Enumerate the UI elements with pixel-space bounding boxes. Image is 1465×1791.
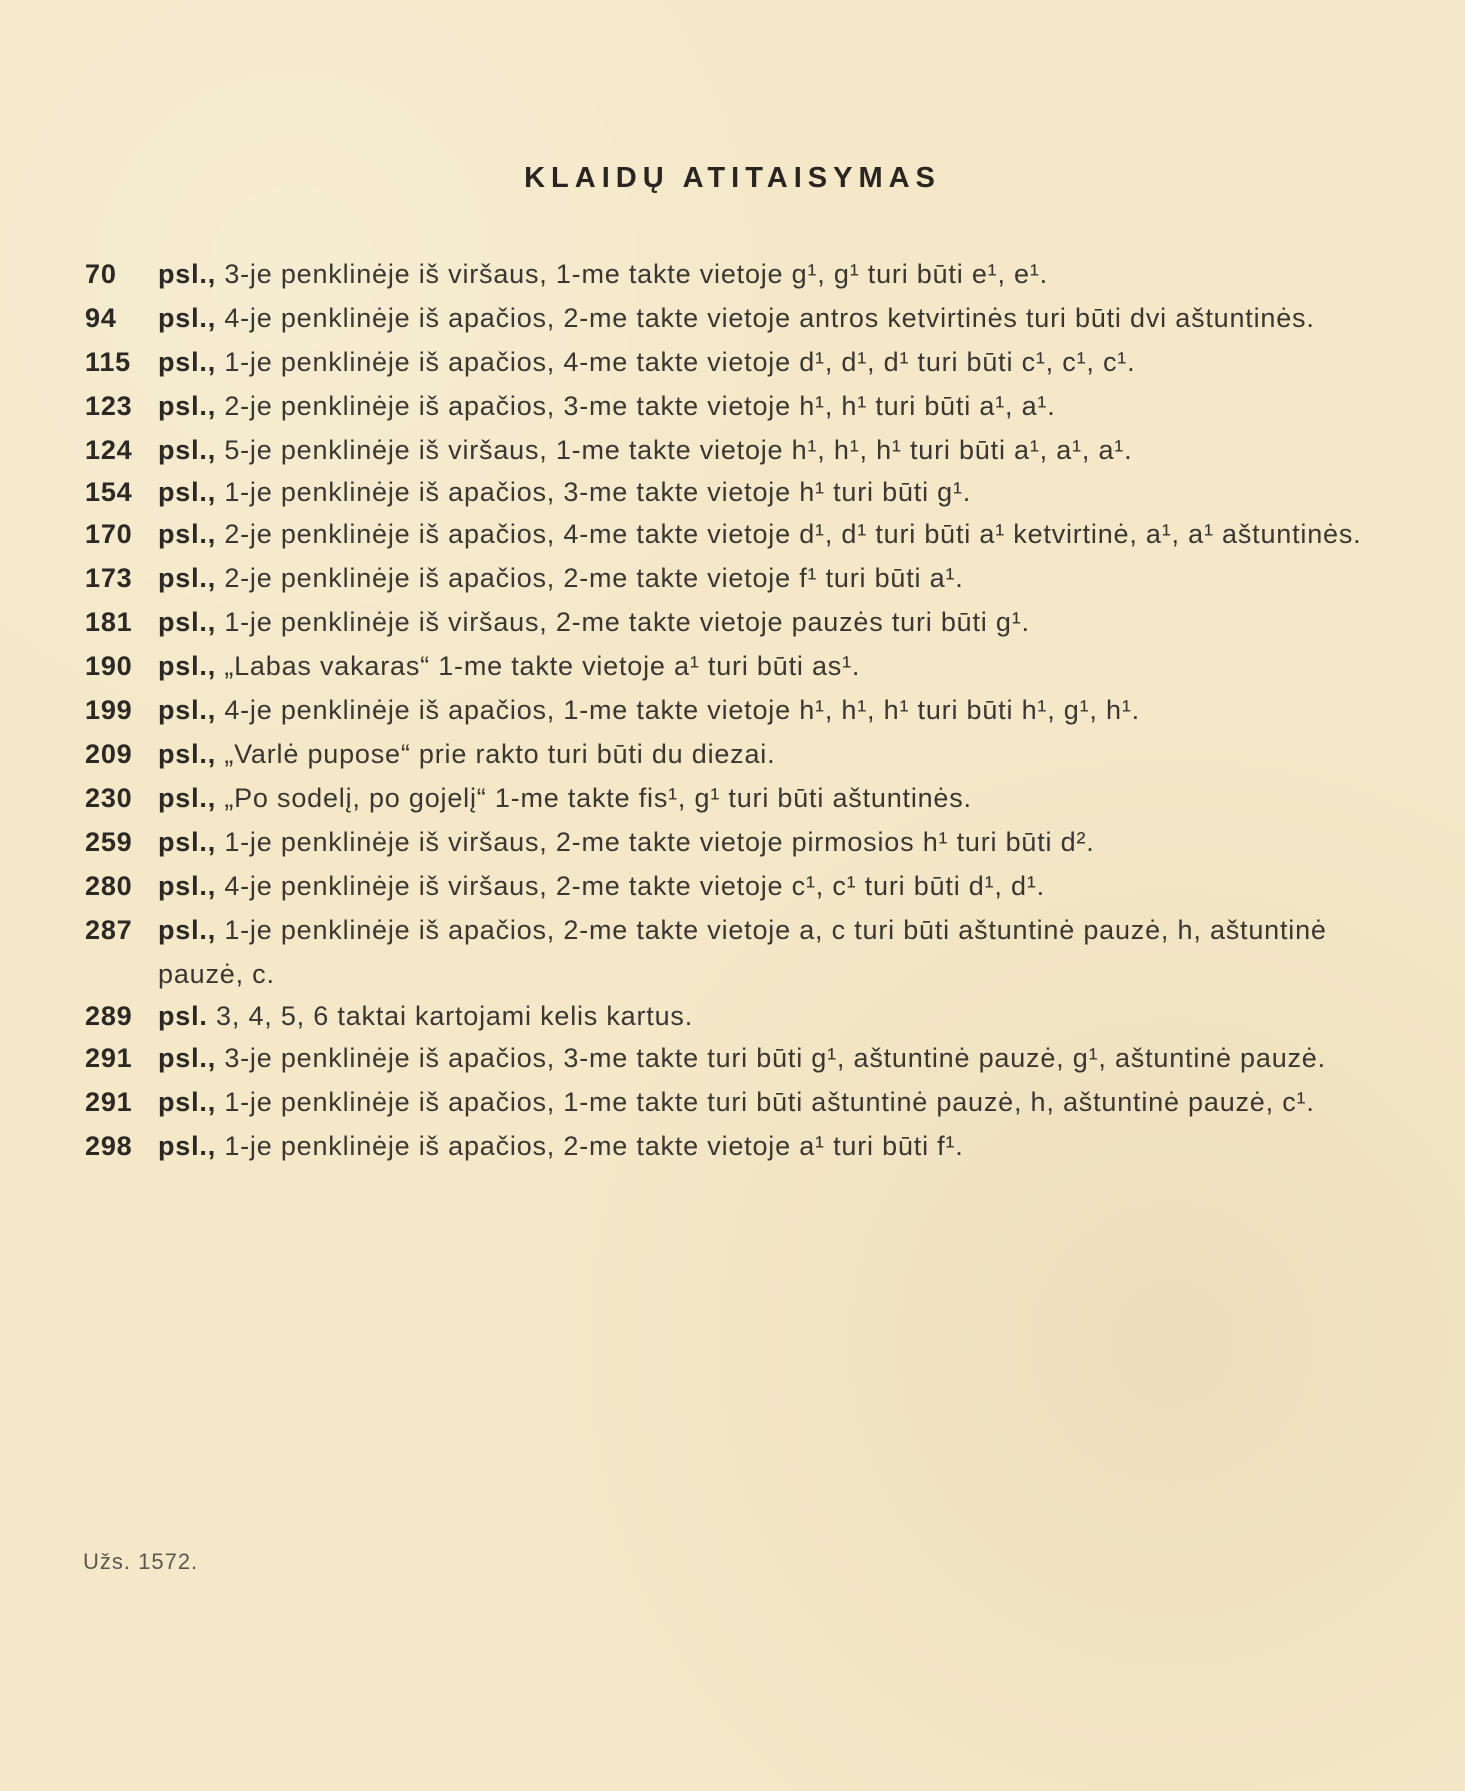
page-number: 190 — [85, 651, 133, 681]
page-abbrev: psl., — [158, 651, 217, 681]
errata-text: 4-je penklinėje iš viršaus, 2-me takte vietoje c¹, c¹ turi būti d¹, d¹. — [224, 871, 1045, 901]
errata-entry — [85, 384, 1367, 428]
page-abbrev: psl., — [158, 519, 217, 549]
page-number: 181 — [85, 607, 133, 637]
errata-text: 1-je penklinėje iš apačios, 4-me takte vietoje d¹, d¹, d¹ turi būti c¹, c¹, c¹. — [224, 347, 1136, 377]
errata-text: 3-je penklinėje iš apačios, 3-me takte turi būti g¹, aštuntinė pauzė, g¹, aštuntinė pauzė. — [224, 1043, 1326, 1073]
errata-text: 4-je penklinėje iš apačios, 2-me takte vietoje antros ketvirtinės turi būti dvi aštuntinės. — [224, 303, 1315, 333]
errata-text: 1-je penklinėje iš apačios, 3-me takte vietoje h¹ turi būti g¹. — [224, 477, 972, 507]
errata-text: 1-je penklinėje iš apačios, 2-me takte vietoje a¹ turi būti f¹. — [224, 1131, 964, 1161]
page-number: 291 — [85, 1043, 133, 1073]
page-abbrev: psl., — [158, 739, 217, 769]
errata-entry — [85, 1036, 1367, 1080]
page-number: 259 — [85, 827, 133, 857]
page-number: 115 — [85, 347, 131, 377]
errata-entry — [85, 512, 1367, 556]
page-abbrev: psl., — [158, 783, 217, 813]
page-abbrev: psl., — [158, 303, 217, 333]
errata-entry — [85, 1080, 1367, 1124]
errata-text: 5-je penklinėje iš viršaus, 1-me takte vietoje h¹, h¹, h¹ turi būti a¹, a¹, a¹. — [224, 435, 1133, 465]
errata-entry — [85, 688, 1367, 732]
errata-text: 1-je penklinėje iš apačios, 1-me takte turi būti aštuntinė pauzė, h, aštuntinė pauzė, c¹. — [224, 1087, 1315, 1117]
page-abbrev: psl., — [158, 563, 217, 593]
page-title: KLAIDŲ ATITAISYMAS — [524, 162, 941, 194]
page-abbrev: psl., — [158, 695, 217, 725]
page-number: 124 — [85, 435, 133, 465]
page-abbrev: psl. — [158, 1001, 208, 1031]
errata-text: 2-je penklinėje iš apačios, 4-me takte vietoje d¹, d¹ turi būti a¹ ketvirtinė, a¹, a¹ aštuntinės. — [224, 519, 1362, 549]
errata-entry — [85, 428, 1367, 472]
errata-entry — [85, 820, 1367, 864]
page-number: 280 — [85, 871, 133, 901]
errata-text: 1-je penklinėje iš viršaus, 2-me takte vietoje pauzės turi būti g¹. — [224, 607, 1030, 637]
errata-text: „Varlė pupose“ prie rakto turi būti du diezai. — [224, 739, 776, 769]
errata-text: 3-je penklinėje iš viršaus, 1-me takte vietoje g¹, g¹ turi būti e¹, e¹. — [224, 259, 1048, 289]
errata-entry — [85, 472, 1367, 512]
errata-text: 1-je penklinėje iš apačios, 2-me takte vietoje a, c turi būti aštuntinė pauzė, h, aštuntinė pauzė, c. — [158, 915, 1327, 989]
page-number: 298 — [85, 1131, 133, 1161]
errata-text: „Labas vakaras“ 1-me takte vietoje a¹ turi būti as¹. — [224, 651, 861, 681]
errata-entry — [85, 296, 1367, 340]
errata-entry — [85, 644, 1367, 688]
errata-entry — [85, 776, 1367, 820]
errata-entry — [85, 600, 1367, 644]
errata-entry — [85, 996, 1367, 1036]
errata-entry — [85, 252, 1367, 296]
page-number: 289 — [85, 1001, 133, 1031]
page-abbrev: psl., — [158, 347, 217, 377]
page-number: 230 — [85, 783, 133, 813]
errata-entry — [85, 1124, 1367, 1168]
page-abbrev: psl., — [158, 915, 217, 945]
page-number: 209 — [85, 739, 133, 769]
errata-entry — [85, 556, 1367, 600]
page-number: 199 — [85, 695, 133, 725]
page-number: 70 — [85, 259, 117, 289]
page-number: 287 — [85, 915, 133, 945]
errata-entry — [85, 340, 1367, 384]
page-abbrev: psl., — [158, 1087, 217, 1117]
page-abbrev: psl., — [158, 827, 217, 857]
page-number: 154 — [85, 477, 133, 507]
page-abbrev: psl., — [158, 477, 217, 507]
page-number: 291 — [85, 1087, 133, 1117]
errata-entry — [85, 732, 1367, 776]
print-order-code: Užs. 1572. — [83, 1549, 199, 1574]
page-abbrev: psl., — [158, 871, 217, 901]
page-number: 173 — [85, 563, 133, 593]
errata-text: 2-je penklinėje iš apačios, 3-me takte vietoje h¹, h¹ turi būti a¹, a¹. — [224, 391, 1056, 421]
page-number: 123 — [85, 391, 133, 421]
page-abbrev: psl., — [158, 435, 217, 465]
page-abbrev: psl., — [158, 1043, 217, 1073]
errata-text: 3, 4, 5, 6 taktai kartojami kelis kartus. — [216, 1001, 694, 1031]
errata-text: 1-je penklinėje iš viršaus, 2-me takte vietoje pirmosios h¹ turi būti d². — [224, 827, 1095, 857]
errata-text: „Po sodelį, po gojelį“ 1-me takte fis¹, g¹ turi būti aštuntinės. — [224, 783, 972, 813]
errata-entry — [85, 908, 1367, 996]
errata-text: 2-je penklinėje iš apačios, 2-me takte vietoje f¹ turi būti a¹. — [224, 563, 964, 593]
page-number: 170 — [85, 519, 133, 549]
page-abbrev: psl., — [158, 1131, 217, 1161]
page-abbrev: psl., — [158, 391, 217, 421]
page-abbrev: psl., — [158, 259, 217, 289]
errata-list — [85, 252, 1367, 1168]
page-number: 94 — [85, 303, 117, 333]
errata-entry — [85, 864, 1367, 908]
errata-text: 4-je penklinėje iš apačios, 1-me takte vietoje h¹, h¹, h¹ turi būti h¹, g¹, h¹. — [224, 695, 1140, 725]
page-abbrev: psl., — [158, 607, 217, 637]
